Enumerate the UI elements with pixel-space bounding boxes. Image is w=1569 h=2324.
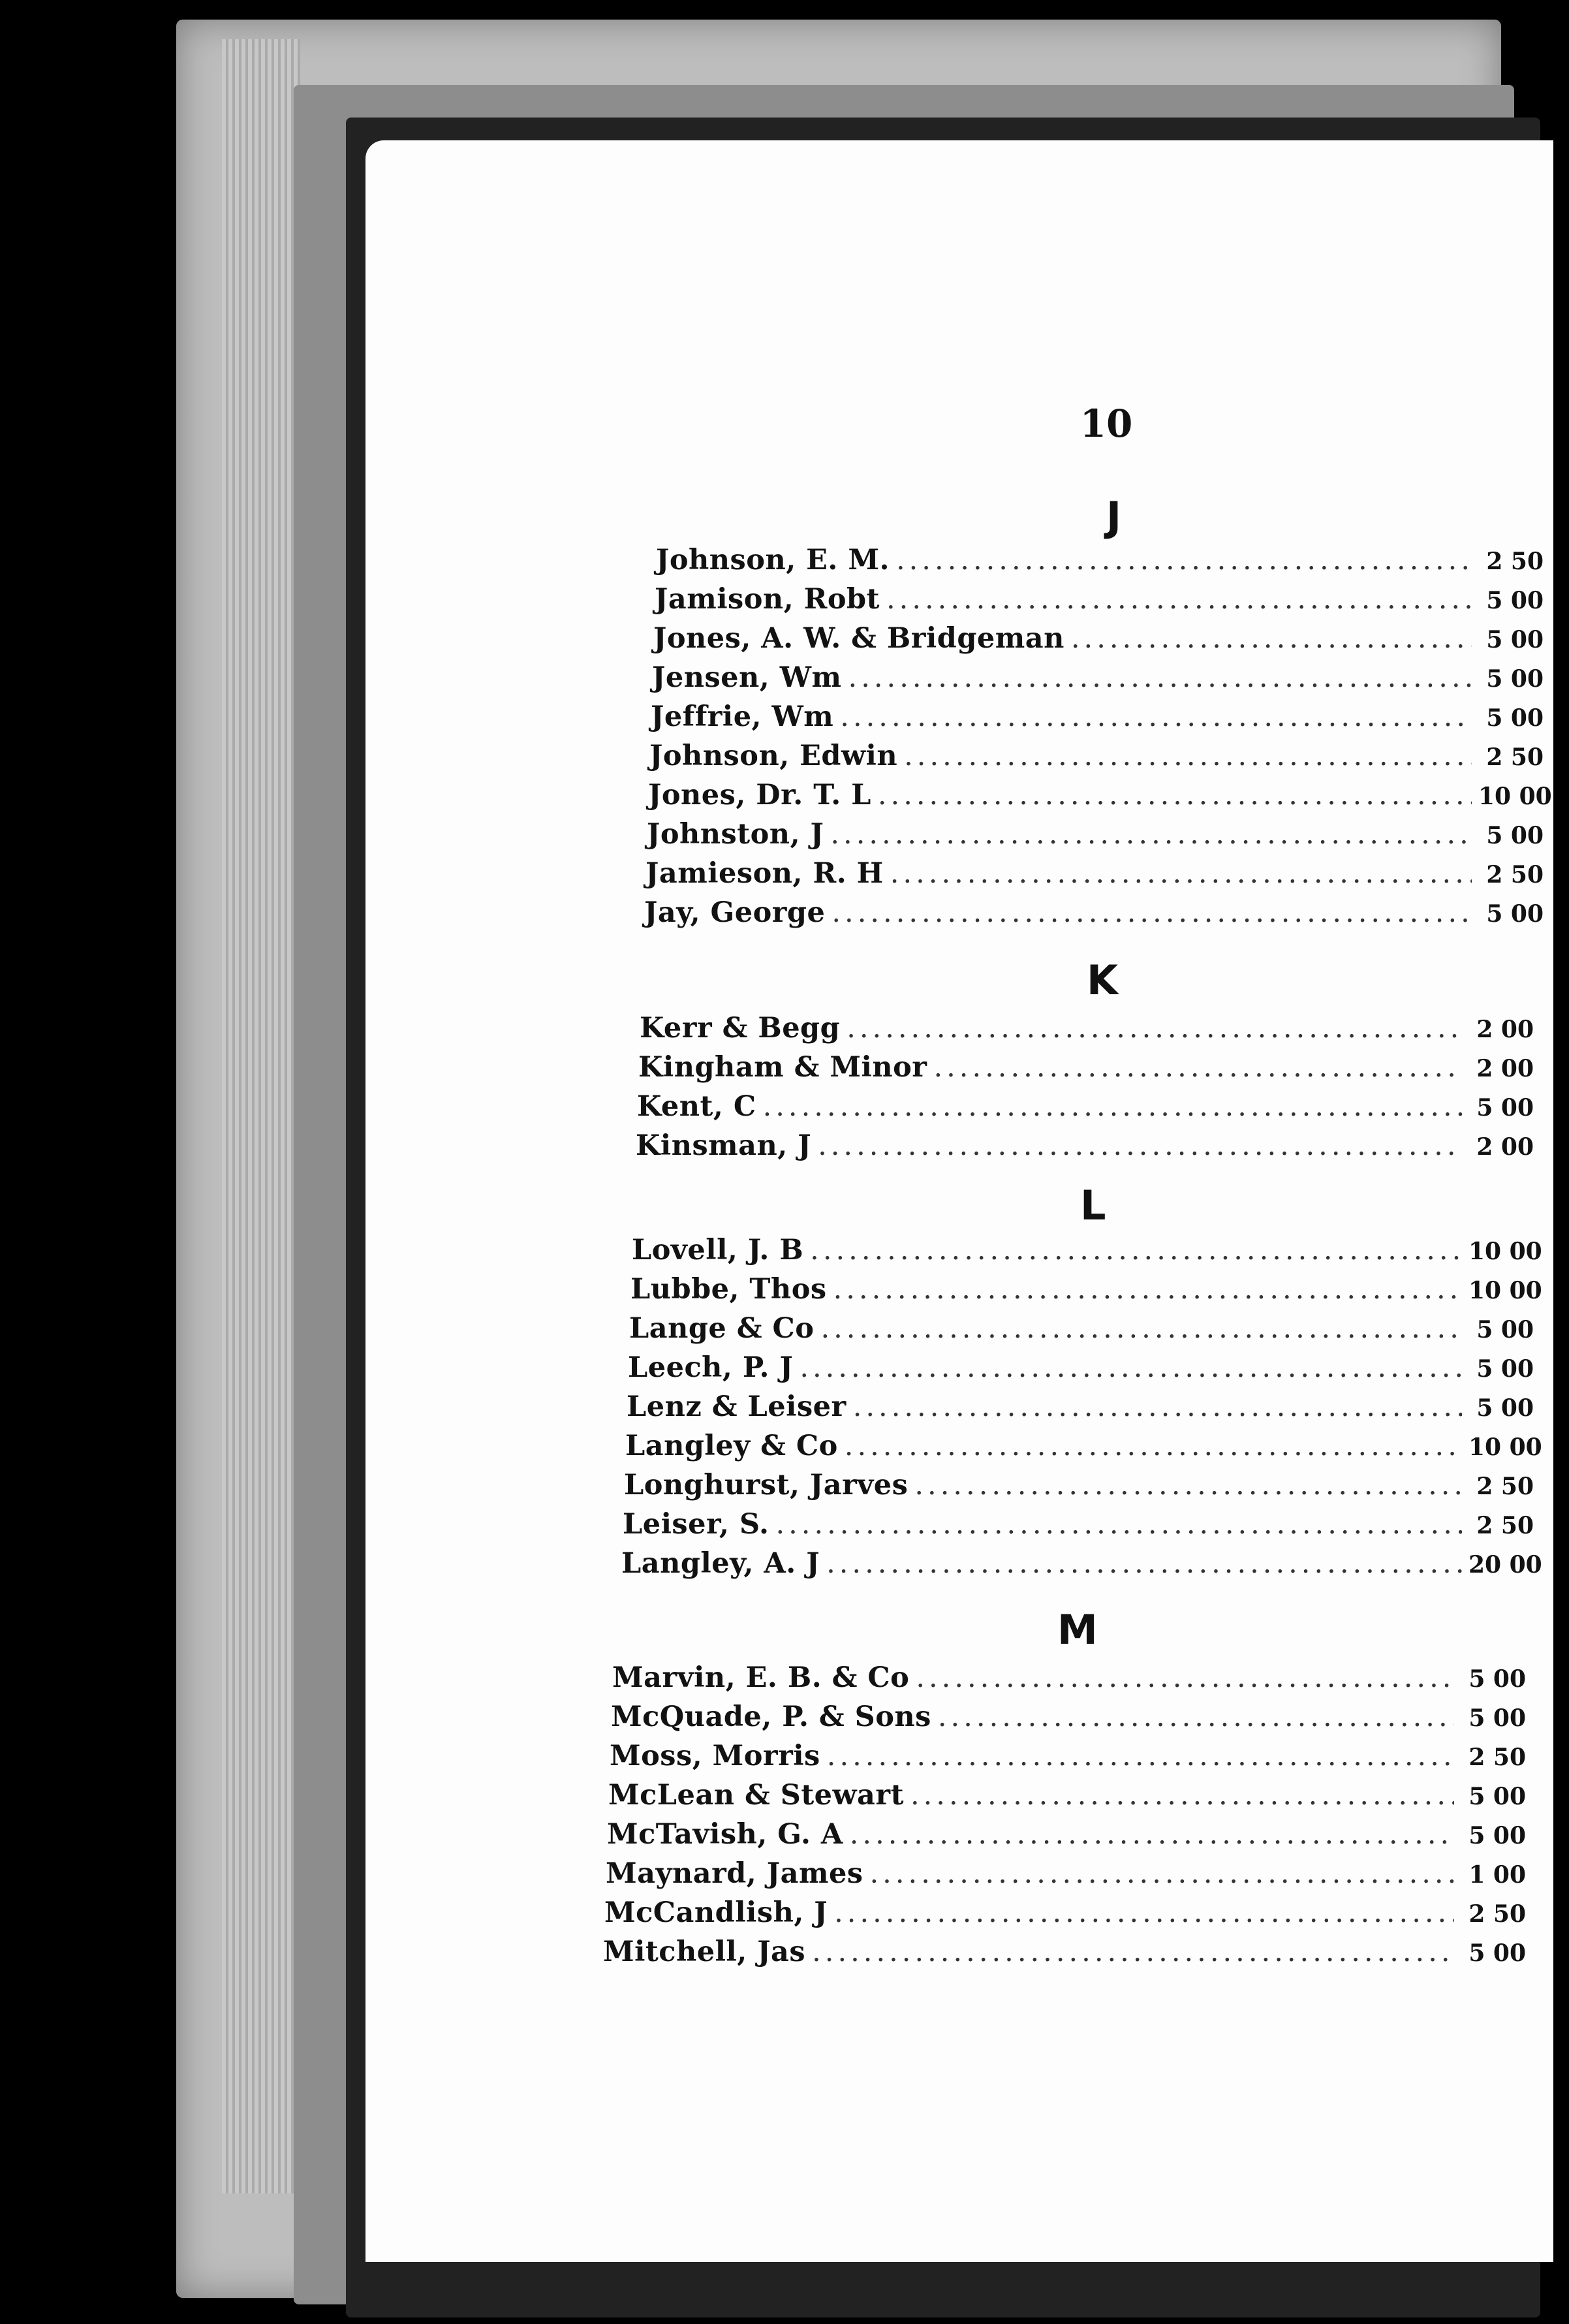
document-page: [365, 140, 1553, 2262]
entry-name: Jay, George: [644, 896, 826, 929]
entry-amount: 5 00: [1486, 900, 1544, 928]
entry-amount: 2 50: [1476, 1512, 1534, 1539]
entry-name: Kerr & Begg: [640, 1012, 841, 1044]
list-item: [636, 1129, 1534, 1169]
dot-leader: [914, 1469, 1462, 1501]
dot-leader: [850, 1818, 1454, 1851]
entry-name: Moss, Morris: [610, 1740, 820, 1772]
entry-name: Lenz & Leiser: [627, 1390, 847, 1423]
list-item: [637, 1090, 1534, 1129]
list-item: [645, 857, 1544, 896]
list-item: [630, 1273, 1542, 1312]
entry-amount: 5 00: [1468, 1939, 1526, 1967]
entry-name: Johnston, J: [647, 818, 824, 851]
list-item: [612, 1661, 1526, 1701]
list-item: [608, 1779, 1526, 1818]
list-item: [648, 779, 1552, 818]
entry-amount: 2 50: [1468, 1900, 1526, 1928]
dot-leader: [847, 1012, 1462, 1044]
list-item: [611, 1701, 1526, 1740]
entry-amount: 5 00: [1468, 1704, 1526, 1732]
entry-amount: 2 00: [1476, 1133, 1534, 1161]
list-item: [647, 818, 1544, 857]
dot-leader: [820, 1312, 1462, 1345]
entry-name: Kinsman, J: [636, 1129, 812, 1162]
dot-leader: [896, 544, 1472, 576]
entry-name: Johnson, E. M.: [656, 544, 890, 576]
entry-name: Johnson, Edwin: [649, 740, 898, 772]
entry-amount: 2 00: [1476, 1016, 1534, 1043]
dot-leader: [853, 1390, 1462, 1423]
entry-amount: 10 00: [1468, 1277, 1542, 1304]
entry-name: Lange & Co: [629, 1312, 815, 1345]
dot-leader: [848, 661, 1472, 694]
dot-leader: [870, 1857, 1454, 1890]
dot-leader: [810, 1234, 1462, 1266]
list-item: [655, 583, 1544, 622]
list-item: [625, 1430, 1542, 1469]
entry-name: Lubbe, Thos: [630, 1273, 827, 1306]
list-item: [629, 1312, 1534, 1351]
list-item: [628, 1351, 1534, 1390]
entry-amount: 2 50: [1486, 861, 1544, 888]
entry-name: Jensen, Wm: [652, 661, 842, 694]
entry-amount: 20 00: [1468, 1551, 1542, 1578]
list-item: [621, 1547, 1542, 1586]
entry-name: Leiser, S.: [623, 1508, 769, 1541]
dot-leader: [830, 818, 1472, 851]
entry-name: McTavish, G. A: [607, 1818, 843, 1851]
page-edges: [222, 39, 300, 2193]
dot-leader: [833, 1273, 1462, 1306]
entry-amount: 10 00: [1468, 1434, 1542, 1461]
entry-name: Langley & Co: [625, 1430, 838, 1462]
entry-name: Kent, C: [637, 1090, 756, 1123]
entry-name: Mitchell, Jas: [603, 1936, 806, 1968]
entry-name: Marvin, E. B. & Co: [612, 1661, 910, 1694]
entry-name: Jamison, Robt: [655, 583, 880, 616]
entry-amount: 2 00: [1476, 1055, 1534, 1082]
entry-amount: 5 00: [1486, 822, 1544, 849]
section-heading-m: M: [1057, 1606, 1098, 1654]
dot-leader: [904, 740, 1472, 772]
dot-leader: [938, 1701, 1454, 1733]
list-item: [606, 1857, 1526, 1896]
entry-name: McQuade, P. & Sons: [611, 1701, 931, 1733]
entry-amount: 10 00: [1468, 1238, 1542, 1265]
entry-name: Jones, A. W. & Bridgeman: [653, 622, 1064, 655]
page-number: 10: [1080, 401, 1133, 446]
list-item: [649, 740, 1544, 779]
entry-amount: 5 00: [1486, 665, 1544, 693]
list-item: [607, 1818, 1526, 1857]
entry-amount: 5 00: [1476, 1394, 1534, 1422]
entry-amount: 5 00: [1486, 626, 1544, 653]
dot-leader: [826, 1547, 1462, 1580]
dot-leader: [878, 779, 1472, 811]
section-heading-l: L: [1080, 1182, 1106, 1229]
section-heading-k: K: [1087, 956, 1119, 1004]
section-heading-j: J: [1106, 493, 1122, 541]
dot-leader: [818, 1129, 1462, 1162]
entry-amount: 5 00: [1476, 1316, 1534, 1343]
entry-amount: 5 00: [1468, 1822, 1526, 1849]
entry-amount: 5 00: [1468, 1783, 1526, 1810]
entry-amount: 5 00: [1486, 587, 1544, 614]
entry-name: Lovell, J. B: [632, 1234, 804, 1266]
entry-amount: 5 00: [1468, 1665, 1526, 1693]
dot-leader: [1071, 622, 1472, 655]
entry-amount: 2 50: [1476, 1473, 1534, 1500]
entry-amount: 5 00: [1486, 704, 1544, 732]
entry-name: Leech, P. J: [628, 1351, 794, 1384]
dot-leader: [933, 1051, 1462, 1084]
dot-leader: [831, 896, 1472, 929]
list-item: [652, 661, 1544, 700]
dot-leader: [840, 700, 1472, 733]
dot-leader: [775, 1508, 1462, 1541]
entry-amount: 5 00: [1476, 1094, 1534, 1122]
list-item: [632, 1234, 1542, 1273]
list-item: [640, 1012, 1534, 1051]
entry-amount: 10 00: [1478, 783, 1552, 810]
entry-name: Jeffrie, Wm: [651, 700, 834, 733]
entry-name: Jones, Dr. T. L: [648, 779, 871, 811]
list-item: [627, 1390, 1534, 1430]
dot-leader: [827, 1740, 1454, 1772]
entry-name: Langley, A. J: [621, 1547, 820, 1580]
list-item: [644, 896, 1544, 935]
entry-name: Kingham & Minor: [638, 1051, 927, 1084]
entry-name: Longhurst, Jarves: [624, 1469, 909, 1501]
entry-amount: 5 00: [1476, 1355, 1534, 1383]
entry-amount: 2 50: [1468, 1744, 1526, 1771]
list-item: [653, 622, 1544, 661]
list-item: [656, 544, 1544, 583]
entry-amount: 2 50: [1486, 548, 1544, 575]
entry-name: McLean & Stewart: [608, 1779, 904, 1812]
list-item: [638, 1051, 1534, 1090]
entry-name: McCandlish, J: [604, 1896, 828, 1929]
dot-leader: [800, 1351, 1462, 1384]
dot-leader: [916, 1661, 1454, 1694]
dot-leader: [834, 1896, 1454, 1929]
list-item: [603, 1936, 1526, 1975]
dot-leader: [763, 1090, 1462, 1123]
list-item: [604, 1896, 1526, 1936]
entry-name: Maynard, James: [606, 1857, 863, 1890]
dot-leader: [886, 583, 1472, 616]
list-item: [651, 700, 1544, 740]
dot-leader: [910, 1779, 1454, 1812]
dot-leader: [812, 1936, 1454, 1968]
entry-name: Jamieson, R. H: [645, 857, 884, 890]
list-item: [623, 1508, 1534, 1547]
list-item: [610, 1740, 1526, 1779]
list-item: [624, 1469, 1534, 1508]
dot-leader: [845, 1430, 1462, 1462]
entry-amount: 1 00: [1468, 1861, 1526, 1889]
dot-leader: [890, 857, 1472, 890]
entry-amount: 2 50: [1486, 744, 1544, 771]
